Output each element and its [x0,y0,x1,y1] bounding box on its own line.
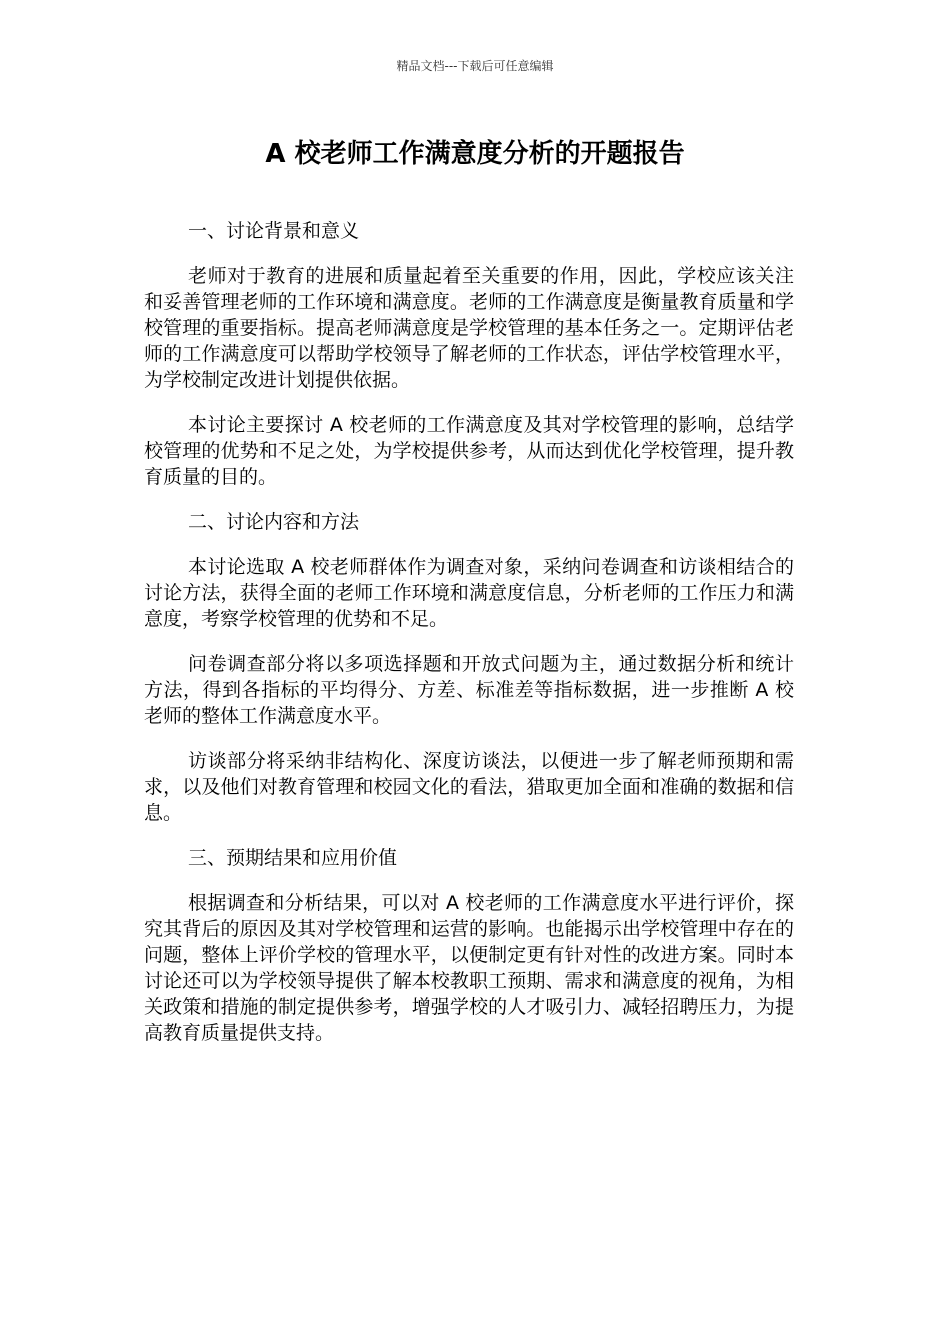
paragraph: 本讨论主要探讨 A 校老师的工作满意度及其对学校管理的影响，总结学校管理的优势和不足之处，为学校提供参考，从而达到优化学校管理，提升教育质量的目的。 [144,414,794,488]
section-content-method [144,509,794,826]
paragraph: 本讨论选取 A 校老师群体作为调查对象，采纳问卷调查和访谈相结合的讨论方法，获得全面的老师工作环境和满意度信息，分析老师的工作压力和满意度，考察学校管理的优势和不足。 [144,556,794,630]
header-note: 精品文档---下载后可任意编辑 [396,59,554,73]
document-body [144,218,794,1065]
paragraph: 根据调查和分析结果，可以对 A 校老师的工作满意度水平进行评价，探究其背后的原因及其对学校管理和运营的影响。也能揭示出学校管理中存在的问题，整体上评价学校的管理水平，以便制定更有针对性的改进方案。同时本讨论还可以为学校领导提供了解本校教职工预期、需求和满意度的视角，为相关政策和措施的制定提供参考，增强学校的人才吸引力、减轻招聘压力，为提高教育质量提供支持。 [144,892,794,1044]
section-heading: 一、讨论背景和意义 [188,220,360,242]
paragraph: 问卷调查部分将以多项选择题和开放式问题为主，通过数据分析和统计方法，得到各指标的平均得分、方差、标准差等指标数据，进一步推断 A 校老师的整体工作满意度水平。 [144,653,794,727]
paragraph: 访谈部分将采纳非结构化、深度访谈法，以便进一步了解老师预期和需求，以及他们对教育管理和校园文化的看法，猎取更加全面和准确的数据和信息。 [144,750,794,824]
paragraph: 老师对于教育的进展和质量起着至关重要的作用，因此，学校应该关注和妥善管理老师的工作环境和满意度。老师的工作满意度是衡量教育质量和学校管理的重要指标。提高老师满意度是学校管理的基本任务之一。定期评估老师的工作满意度可以帮助学校领导了解老师的工作状态，评估学校管理水平，为学校制定改进计划提供依据。 [144,265,794,391]
section-expected-results [144,845,794,1046]
section-heading: 三、预期结果和应用价值 [188,847,398,869]
document-title: A 校老师工作满意度分析的开题报告 [265,139,685,169]
section-background [144,218,794,490]
section-heading: 二、讨论内容和方法 [188,511,360,533]
